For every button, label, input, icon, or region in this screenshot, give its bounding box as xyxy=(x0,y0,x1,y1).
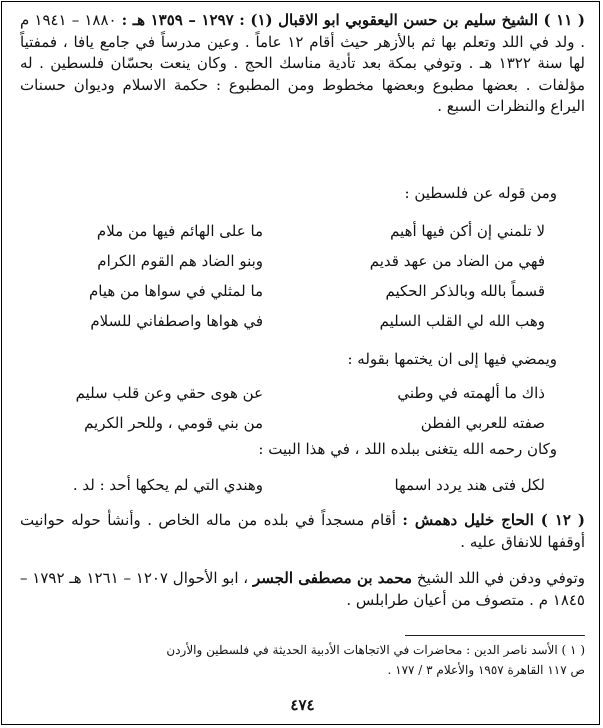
poem-3-intro: وكان رحمه الله يتغنى ببلده اللد ، في هذا البيت : xyxy=(258,440,557,458)
entry-11-paragraph xyxy=(20,10,585,118)
footnote-line-2: ص ١١٧ القاهرة ١٩٥٧ والأعلام ٣ / ١٧٧ . xyxy=(387,663,585,677)
entry-jisr-body: ، ابو الأحوال ١٢٠٧ – ١٢٦١ هـ ١٧٩٢ – ١٨٤٥ م . متصوف من أعيان طرابلس . xyxy=(20,569,585,609)
footnote-line-1: ( ١ ) الأسد ناصر الدين : محاضرات في الاتجاهات الأدبية الحديثة في فلسطين والأردن xyxy=(166,643,585,657)
verse-second-hemistich: من بني قومي ، وللحر الكريم xyxy=(84,414,264,432)
entry-12 xyxy=(20,510,585,553)
verse xyxy=(20,408,545,438)
poem-2-intro: ويمضي فيها إلى ان يختمها بقوله : xyxy=(347,350,557,368)
entry-11 xyxy=(20,10,585,118)
verse-second-hemistich: وبنو الضاد هم القوم الكرام xyxy=(97,252,264,270)
entry-11-body: ١٨٨٠ – ١٩٤١ م . ولد في اللد وتعلم بها ثم بالأزهر حيث أقام ١٢ عاماً . وعين مدرساً في جامع يافا ، فمفتياً لها سنة ١٣٢٢ هـ . وتوفي بمكة بعد تأدية مناسك الحج . وكان ينعت بحسّان فلسطين . له مؤلفات . بعضها مطبوع وبعضها مخطوط ومن المطبوع : حكمة الاسلام وديوان حسنات اليراع والنظرات السبع . xyxy=(20,11,585,115)
verse xyxy=(20,246,545,276)
entry-12-paragraph xyxy=(20,510,585,553)
poem-3 xyxy=(20,470,545,500)
poem-3-intro-block xyxy=(20,438,585,460)
verse-second-hemistich: عن هوى حقي وعن قلب سليم xyxy=(75,384,264,402)
verse-first-hemistich: لكل فتى هند يردد اسمها xyxy=(394,476,545,494)
entry-jisr-lead: وتوفي ودفن في اللد الشيخ xyxy=(416,569,585,587)
verse-first-hemistich: ذاك ما ألهمته في وطني xyxy=(397,384,545,402)
verse xyxy=(20,470,545,500)
footnote xyxy=(20,640,585,680)
entry-jisr xyxy=(20,568,585,611)
verse-first-hemistich: لا تلمني إن أكن فيها أهيم xyxy=(390,222,545,240)
verse-first-hemistich: صفته للعربي الفطن xyxy=(420,414,545,432)
verse-first-hemistich: قسماً بالله وبالذكر الحكيم xyxy=(385,282,545,300)
verse-second-hemistich: وهندي التي لم يحكها أحد : لد . xyxy=(72,476,264,494)
verse-second-hemistich: ما على الهائم فيها من ملام xyxy=(96,222,264,240)
entry-jisr-paragraph xyxy=(20,568,585,611)
entry-12-heading: ( ١٢ ) الحاج خليل دهمش : xyxy=(402,511,585,529)
verse-second-hemistich: في هواها واصطفاني للسلام xyxy=(90,312,264,330)
poem-1-intro-block xyxy=(20,182,585,204)
page-number: ٤٧٤ xyxy=(290,696,315,714)
poem-2-intro-block xyxy=(20,348,585,370)
verse xyxy=(20,216,545,246)
verse xyxy=(20,306,545,336)
verse-first-hemistich: وهب الله لي القلب السليم xyxy=(379,312,545,330)
poem-1 xyxy=(20,216,545,336)
footnote-divider xyxy=(405,635,585,636)
book-page xyxy=(20,10,585,722)
entry-11-heading: ( ١١ ) الشيخ سليم بن حسن اليعقوبي ابو الاقبال (١) : ١٢٩٧ – ١٣٥٩ هـ : xyxy=(121,11,585,29)
verse xyxy=(20,276,545,306)
page-frame xyxy=(1,1,600,725)
poem-1-intro: ومن قوله عن فلسطين : xyxy=(404,184,557,202)
entry-jisr-name: محمد بن مصطفى الجسر xyxy=(252,569,413,587)
verse-second-hemistich: ما لمثلي في سواها من هيام xyxy=(88,282,264,300)
entry-12-body: أقام مسجداً في بلده من ماله الخاص . وأنشأ حوله حوانيت أوقفها للانفاق عليه . xyxy=(20,511,585,551)
verse xyxy=(20,378,545,408)
verse-first-hemistich: فهي من الضاد من عهد قديم xyxy=(369,252,545,270)
poem-2 xyxy=(20,378,545,438)
